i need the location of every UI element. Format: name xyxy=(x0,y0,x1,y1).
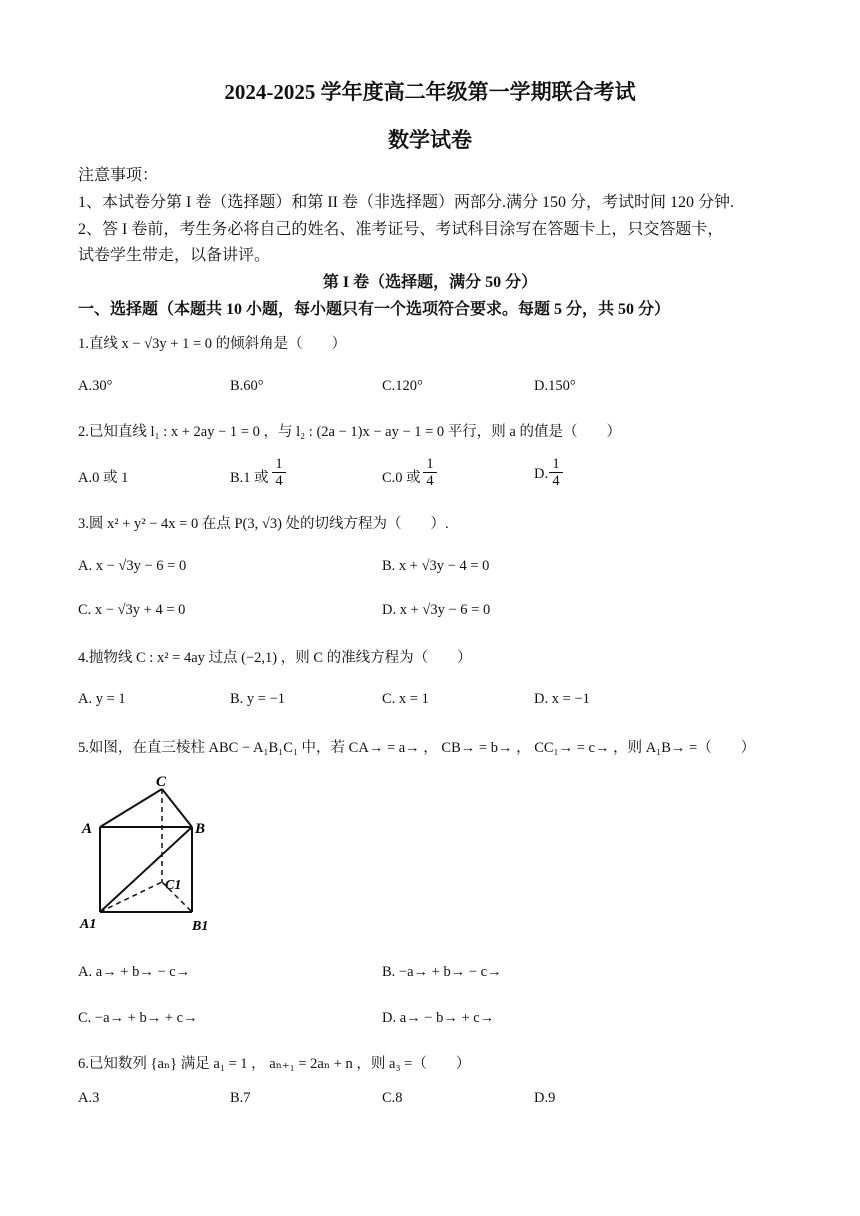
question-2-stem: 2.已知直线 l₁ : x + 2ay − 1 = 0 ，与 l₂ : (2a − 1)x − ay − 1 = 0 平行，则 a 的值是（ ） xyxy=(78,424,621,440)
question-4-option-a: A. y = 1 xyxy=(78,691,126,707)
question-4-option-d: D. x = −1 xyxy=(534,691,590,707)
question-2-option-a: A.0 或 1 xyxy=(78,470,129,486)
fraction-numerator: 1 xyxy=(275,456,283,472)
fraction-numerator: 1 xyxy=(426,456,434,472)
question-3-option-b: B. x + √3y − 4 = 0 xyxy=(382,558,490,574)
question-1-option-a: A.30° xyxy=(78,378,113,394)
section-heading: 一、选择题（本题共 10 小题，每小题只有一个选项符合要求。每题 5 分，共 50 分） xyxy=(78,301,671,318)
question-4-option-c: C. x = 1 xyxy=(382,691,429,707)
notice-item-1: 1、本试卷分第 I 卷（选择题）和第 II 卷（非选择题）两部分.满分 150 分，考试时间 120 分钟. xyxy=(78,194,734,211)
notice-item-2-line-1: 2、答 I 卷前，考生务必将自己的姓名、准考证号、考试科目涂写在答题卡上，只交答题卡， xyxy=(78,221,724,238)
question-1-option-b: B.60° xyxy=(230,378,264,394)
notice-heading: 注意事项： xyxy=(78,167,159,184)
question-1-stem: 1.直线 x − √3y + 1 = 0 的倾斜角是（ ） xyxy=(78,336,347,352)
question-5-option-b: B. −a→ + b→ − c→ xyxy=(382,964,502,980)
exam-subtitle: 数学试卷 xyxy=(388,128,472,152)
question-2-option-b-fraction xyxy=(272,456,286,489)
figure-label-a: A xyxy=(82,821,93,837)
question-5-stem: 5.如图，在直三棱柱 ABC − A₁B₁C₁ 中，若 CA→ = a→ ， CB→ = b→ ， CC₁→ = c→ ，则 A₁B→ =（ ） xyxy=(78,740,756,756)
figure-label-a1: A1 xyxy=(80,917,97,932)
question-6-stem: 6.已知数列 {aₙ} 满足 a₁ = 1 ， aₙ₊₁ = 2aₙ + n ，则 a₃ =（ ） xyxy=(78,1056,471,1072)
question-2-option-b: B.1 或 xyxy=(230,470,269,486)
fraction-denominator: 4 xyxy=(549,472,563,489)
question-3-option-a: A. x − √3y − 6 = 0 xyxy=(78,558,187,574)
figure-label-b1: B1 xyxy=(192,919,209,934)
question-6-option-c: C.8 xyxy=(382,1090,403,1106)
question-5-option-d: D. a→ − b→ + c→ xyxy=(382,1010,495,1026)
question-3-option-d: D. x + √3y − 6 = 0 xyxy=(382,602,491,618)
question-3-stem: 3.圆 x² + y² − 4x = 0 在点 P(3, √3) 处的切线方程为（ ）. xyxy=(78,516,449,532)
question-3-option-c: C. x − √3y + 4 = 0 xyxy=(78,602,186,618)
question-6-option-a: A.3 xyxy=(78,1090,100,1106)
question-2-option-c: C.0 或 xyxy=(382,470,421,486)
prism-figure xyxy=(76,772,226,942)
question-5-option-a: A. a→ + b→ − c→ xyxy=(78,964,191,980)
question-6-option-d: D.9 xyxy=(534,1090,556,1106)
question-2-option-d: D. xyxy=(534,466,549,482)
exam-title: 2024-2025 学年度高二年级第一学期联合考试 xyxy=(224,80,636,104)
question-4-option-b: B. y = −1 xyxy=(230,691,286,707)
part1-heading: 第 I 卷（选择题，满分 50 分） xyxy=(322,274,538,291)
question-1-option-c: C.120° xyxy=(382,378,423,394)
question-1-option-d: D.150° xyxy=(534,378,576,394)
fraction-denominator: 4 xyxy=(423,472,437,489)
question-2-option-c-fraction xyxy=(423,456,437,489)
fraction-numerator: 1 xyxy=(552,456,560,472)
notice-item-2-line-2: 试卷学生带走，以备讲评。 xyxy=(78,247,271,264)
question-4-stem: 4.抛物线 C : x² = 4ay 过点 (−2,1) ，则 C 的准线方程为（ ） xyxy=(78,650,472,666)
question-2-option-d-fraction xyxy=(549,456,563,489)
figure-label-c1: C1 xyxy=(165,878,182,893)
fraction-denominator: 4 xyxy=(272,472,286,489)
figure-label-b: B xyxy=(195,821,206,837)
question-5-option-c: C. −a→ + b→ + c→ xyxy=(78,1010,198,1026)
question-6-option-b: B.7 xyxy=(230,1090,251,1106)
figure-label-c: C xyxy=(156,774,167,790)
